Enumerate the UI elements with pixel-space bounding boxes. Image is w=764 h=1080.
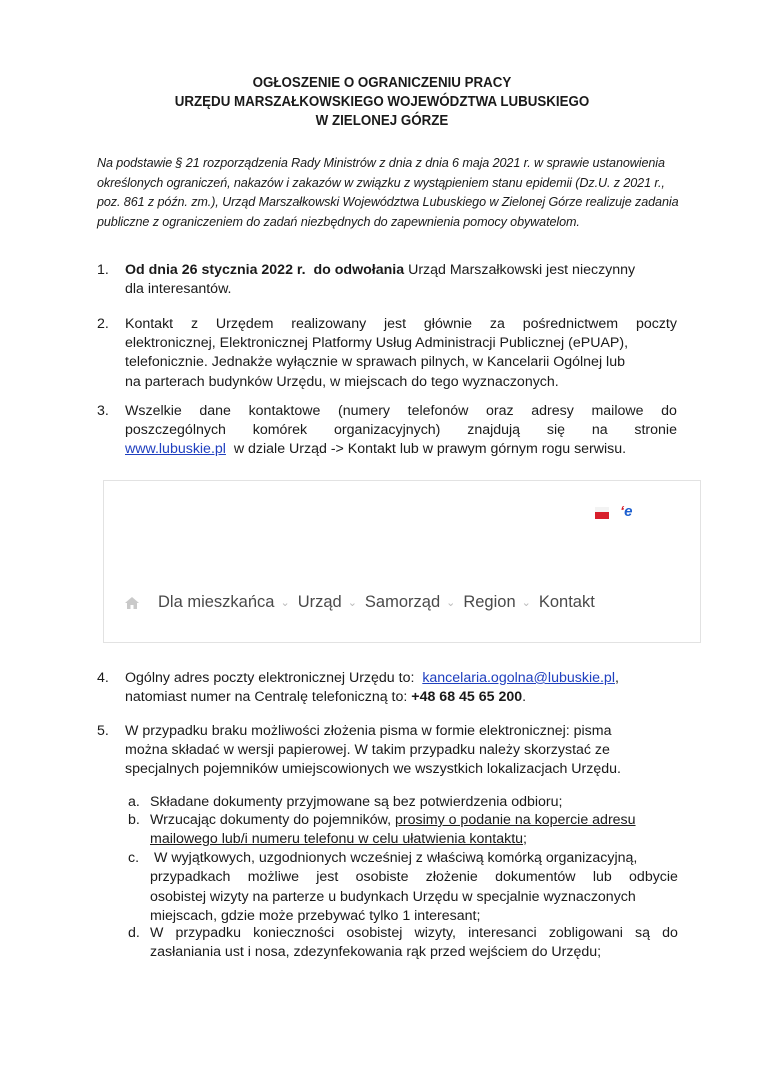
item-text: na parterach budynków Urzędu, w miejscach do tego wyznaczonych. <box>125 373 559 390</box>
list-number: 5. <box>97 723 109 739</box>
sub-letter: d. <box>128 925 140 941</box>
document-title <box>31 74 734 131</box>
chevron-down-icon: ⌄ <box>347 597 357 609</box>
sub-letter: b. <box>128 812 140 828</box>
nav-urzad: Urząd <box>297 593 342 611</box>
intro-line: Na podstawie § 21 rozporządzenia Rady Ministrów z dnia z dnia 6 maja 2021 r. w sprawie ustanowienia <box>97 156 665 170</box>
item-text: W przypadku braku możliwości złożenia pisma w formie elektronicznej: pisma <box>125 723 612 739</box>
item-text: telefonicznie. Jednakże wyłącznie w sprawach pilnych, w Kancelarii Ogólnej lub <box>125 354 625 371</box>
item-text: Składane dokumenty przyjmowane są bez potwierdzenia odbioru; <box>150 794 563 810</box>
sub-letter: a. <box>128 794 140 810</box>
item-text: Wrzucając dokumenty do pojemników, <box>150 812 392 828</box>
list-number: 2. <box>97 316 109 332</box>
epuap-logo-icon: ‘e <box>620 503 633 520</box>
justified-line: przypadkach możliwe jest osobiste złożenie dokumentów lub odbycie <box>150 869 678 886</box>
document-page: OGŁOSZENIE O OGRANICZENIU PRACY URZĘDU MARSZAŁKOWSKIEGO WOJEWÓDZTWA LUBUSKIEGO W ZIELONEJ GÓRZE Na podstawie § 21 rozporządzenia Rady Ministrów z dnia z dnia 6 maja 2021 r. w sprawie ustanowienia określonych ograniczeń, nakazów i zakazów w związku z wystąpieniem stanu epidemii (Dz.U. z 2021 r., poz. 861 z późn. zm.), Urząd Marszałkowski Województwa Lubuskiego w Zielonej Górze realizuje zadania publiczne z ograniczeniem do zadań niezbędnych do zapewnienia pomocy obywatelom. 1. Od dnia 26 stycznia 2022 r. do odwołania Urząd Marszałkowski jest nieczynny dla interesantów. 2. Kontakt z Urzędem realizowany jest głównie za pośrednictwem poczty elektronicznej, Elektronicznej Platformy Usług Administracji Publicznej (ePUAP), telefonicznie. Jednakże wyłącznie w sprawach pilnych, w Kancelarii Ogólnej lub na parterach budynków Urzędu, w miejscach do tego wyznaczonych. 3. Wszelkie dane kontaktowe (numery telefonów oraz adresy mailowe do poszczególnych komórek organizacyjnych) znajdują się na stronie www.lubuskie.pl w dziale Urząd -> Kontakt lub w prawym górnym rogu serwisu. ‘e Dla mieszkańca ⌄ Urząd ⌄ Samorząd ⌄ Region ⌄ Kontakt 4. Ogólny adres poczty elektronicznej Urzędu to: kancelaria.ogolna@lubuskie.pl, natomiast numer na Centralę telefoniczną to: +48 68 45 65 200. 5. W przypadku braku możliwości złożenia pisma w formie elektronicznej: pisma można składać w wersji papierowej. W takim przypadku należy skorzystać ze specjalnych pojemników umiejscowionych we wszystkich lokalizacjach Urzędu. a. Składane dokumenty przyjmowane są bez potwierdzenia odbioru; b. Wrzucając dokumenty do pojemników, prosimy o podanie na kopercie adresu mailowego lub/i numeru telefonu w celu ułatwienia kontaktu; c. W wyjątkowych, uzgodnionych wcześniej z właściwą komórką organizacyjną, przypadkach możliwe jest osobiste złożenie dokumentów lub odbycie osobistej wizyty na parterze u budynkach Urzędu w specjalnie wyznaczonych miejscach, gdzie może przebywać tylko 1 interesant; d. W przypadku konieczności osobistej wizyty, interesanci zobligowani są do zasłaniania ust i nosa, zdezynfekowania rąk przed wejściem do Urzędu; <box>0 0 764 1080</box>
email-link[interactable]: kancelaria.ogolna@lubuskie.pl <box>422 670 615 686</box>
item-text: Ogólny adres poczty elektronicznej Urzędu to: <box>125 670 415 686</box>
nav-samorzad: Samorząd <box>364 593 441 611</box>
justified-line: W przypadku konieczności osobistej wizyty, interesanci zobligowani są do <box>150 925 678 941</box>
item-text: można składać w wersji papierowej. W takim przypadku należy skorzystać ze <box>125 742 610 759</box>
justified-line: poszczególnych komórek organizacyjnych) znajdują się na stronie <box>125 422 677 439</box>
title-line-3: W ZIELONEJ GÓRZE <box>315 113 449 129</box>
list-number: 4. <box>97 670 109 686</box>
chevron-down-icon: ⌄ <box>280 597 290 609</box>
list-number: 3. <box>97 403 109 419</box>
item-text: dla interesantów. <box>125 281 232 298</box>
item-text: osobistej wizyty na parterze u budynkach Urzędu w specjalnie wyznaczonych <box>150 888 636 905</box>
lubuskie-website-link[interactable]: www.lubuskie.pl <box>125 441 226 458</box>
item-text: Urząd Marszałkowski jest nieczynny <box>408 262 636 278</box>
phone-number: +48 68 45 65 200 <box>411 689 523 706</box>
justified-line: Kontakt z Urzędem realizowany jest głównie za pośrednictwem poczty <box>125 316 677 332</box>
justified-line: Wszelkie dane kontaktowe (numery telefonów oraz adresy mailowe do <box>125 403 677 419</box>
list-number: 1. <box>97 262 109 278</box>
nav-kontakt: Kontakt <box>538 593 595 611</box>
nav-region: Region <box>463 593 516 611</box>
home-icon <box>124 596 140 610</box>
poland-flag-icon <box>595 507 609 519</box>
sub-letter: c. <box>128 850 140 866</box>
underlined-request: prosimy o podanie na kopercie adresu <box>395 812 636 828</box>
until-revoked-bold: do odwołania <box>313 262 405 278</box>
chevron-down-icon: ⌄ <box>521 597 531 609</box>
underlined-request: mailowego lub/i numeru telefonu w celu ułatwienia kontaktu <box>150 831 524 848</box>
item-text: w dziale Urząd -> Kontakt lub w prawym górnym rogu serwisu. <box>233 441 627 458</box>
item-text: miejscach, gdzie może przebywać tylko 1 interesant; <box>150 908 481 925</box>
item-text: zasłaniania ust i nosa, zdezynfekowania rąk przed wejściem do Urzędu; <box>150 944 602 961</box>
intro-line: określonych ograniczeń, nakazów i zakazów w związku z wystąpieniem stanu epidemii (Dz.U. z 2021 r., <box>97 175 665 190</box>
item-text: W wyjątkowych, uzgodnionych wcześniej z właściwą komórką organizacyjną, <box>154 850 638 866</box>
item-text: elektronicznej, Elektronicznej Platformy Usług Administracji Publicznej (ePUAP), <box>125 335 629 352</box>
website-nav <box>124 593 601 612</box>
intro-line: publiczne z ograniczeniem do zadań niezbędnych do zapewnienia pomocy obywatelom. <box>97 214 580 229</box>
intro-paragraph <box>97 154 687 232</box>
item-text: natomiast numer na Centralę telefoniczną to: <box>125 689 408 706</box>
title-line-2: URZĘDU MARSZAŁKOWSKIEGO WOJEWÓDZTWA LUBUSKIEGO <box>174 94 590 110</box>
item-text: specjalnych pojemników umiejscowionych we wszystkich lokalizacjach Urzędu. <box>125 761 621 778</box>
intro-line: poz. 861 z późn. zm.), Urząd Marszałkowski Województwa Lubuskiego w Zielonej Górze realizuje zadania <box>97 195 679 210</box>
chevron-down-icon: ⌄ <box>446 597 456 609</box>
website-header-screenshot <box>103 480 701 643</box>
nav-dla-mieszkanca: Dla mieszkańca <box>158 593 275 611</box>
title-line-1: OGŁOSZENIE O OGRANICZENIU PRACY <box>252 75 512 91</box>
date-bold: Od dnia 26 stycznia 2022 r. <box>125 262 306 278</box>
